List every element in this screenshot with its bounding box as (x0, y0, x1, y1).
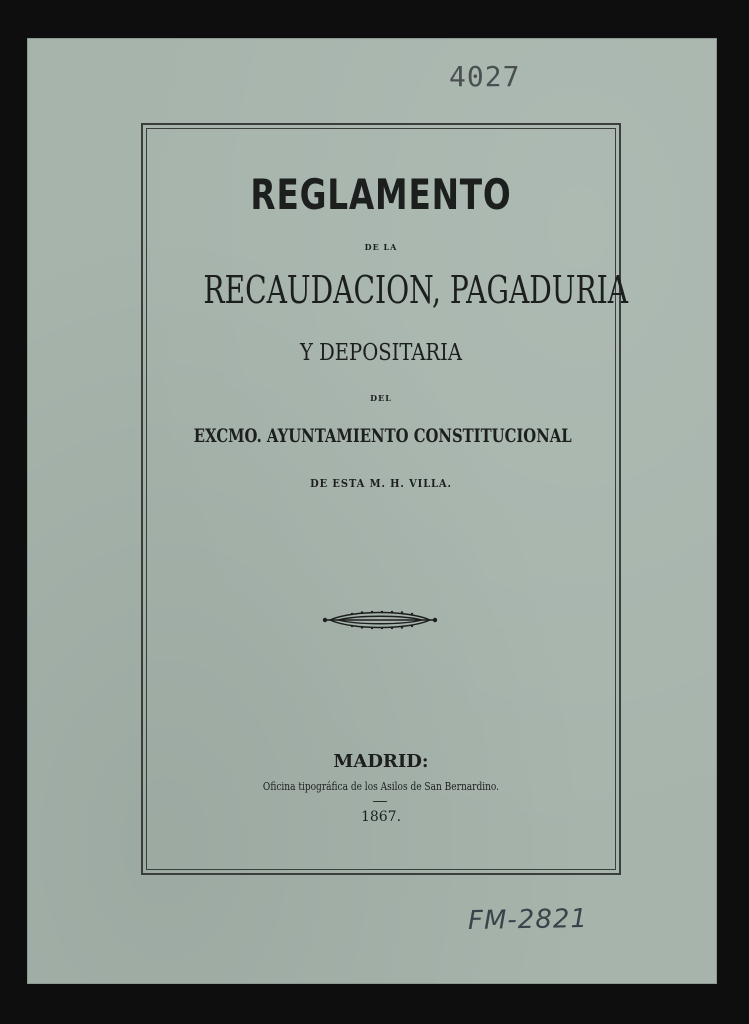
imprint-year: 1867. (360, 809, 402, 825)
title-line-2: RECAUDACION, PAGADURIA (203, 268, 629, 312)
imprint-printer: Oficina tipográfica de los Asilos de San Bernardino. (262, 780, 500, 793)
imprint-city: MADRID: (333, 751, 429, 772)
imprint-divider (373, 801, 387, 802)
shelfmark-handwritten: FM-2821 (467, 903, 589, 937)
title-line-5: DE ESTA M. H. VILLA. (310, 477, 452, 490)
document-title: REGLAMENTO (250, 170, 512, 219)
title-line-3: Y DEPOSITARIA (299, 340, 463, 366)
catalog-number: 4027 (449, 60, 521, 93)
title-line-4: EXCMO. AYUNTAMIENTO CONSTITUCIONAL (193, 425, 572, 447)
title-connector-de-la: DE LA (364, 242, 398, 252)
title-connector-del: DEL (370, 393, 392, 403)
decorative-vignette-icon (322, 606, 438, 634)
